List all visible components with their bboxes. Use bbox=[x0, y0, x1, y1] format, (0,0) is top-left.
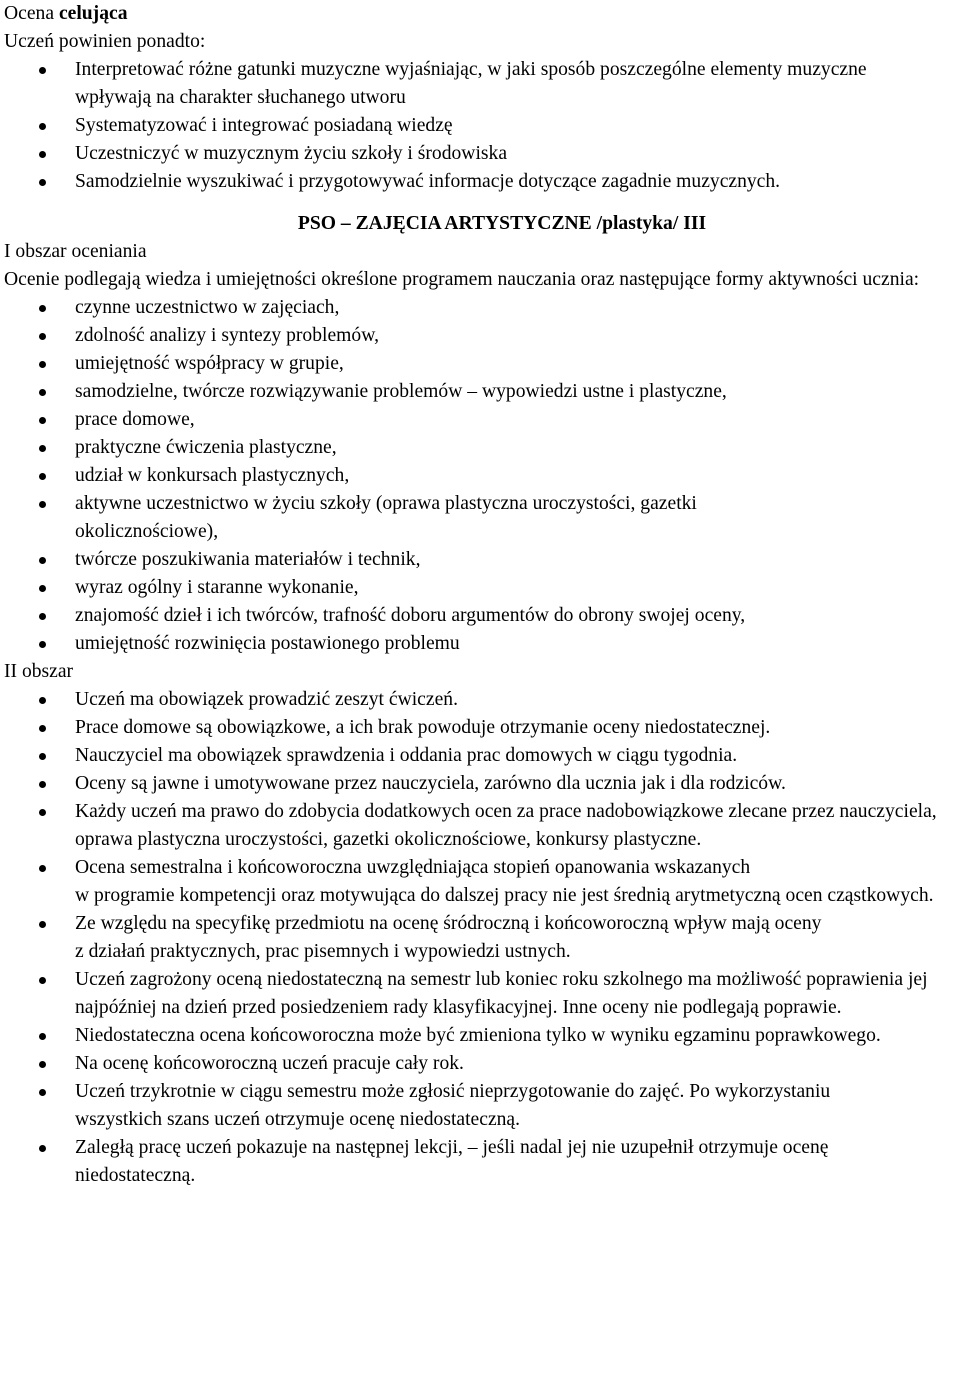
list-item: udział w konkursach plastycznych, bbox=[4, 462, 960, 490]
list-item-line: Ze względu na specyfikę przedmiotu na ocenę śródroczną i końcoworoczną wpływ mają oceny bbox=[75, 913, 822, 934]
list-item: Samodzielnie wyszukiwać i przygotowywać informacje dotyczące zagadnie muzycznych. bbox=[4, 168, 952, 196]
list-item: twórcze poszukiwania materiałów i technik, bbox=[4, 546, 960, 574]
list-item: wyraz ogólny i staranne wykonanie, bbox=[4, 574, 960, 602]
section1-title: I obszar oceniania bbox=[4, 241, 147, 262]
list-item: Oceny są jawne i umotywowane przez nauczyciela, zarówno dla ucznia jak i dla rodziców. bbox=[4, 770, 960, 798]
list-item: zdolność analizy i syntezy problemów, bbox=[4, 322, 960, 350]
list-item: Niedostateczna ocena końcoworoczna może być zmieniona tylko w wyniku egzaminu poprawkowego. bbox=[4, 1022, 960, 1050]
list-item: umiejętność współpracy w grupie, bbox=[4, 350, 960, 378]
list-item: praktyczne ćwiczenia plastyczne, bbox=[4, 434, 960, 462]
list-item: Na ocenę końcoworoczną uczeń pracuje cały rok. bbox=[4, 1050, 960, 1078]
list-item: czynne uczestnictwo w zajęciach, bbox=[4, 294, 960, 322]
music-intro: Uczeń powinien ponadto: bbox=[4, 31, 206, 52]
list-item: Uczeń trzykrotnie w ciągu semestru może zgłosić nieprzygotowanie do zajęć. Po wykorzystaniu wszystkich szans uczeń otrzymuje ocenę niedostateczną. bbox=[4, 1078, 960, 1134]
list-item: umiejętność rozwinięcia postawionego problemu bbox=[4, 630, 960, 658]
grade-title bbox=[4, 0, 960, 28]
list-item: Systematyzować i integrować posiadaną wiedzę bbox=[4, 112, 952, 140]
list-item bbox=[4, 854, 960, 910]
section-heading: PSO – ZAJĘCIA ARTYSTYCZNE /plastyka/ III bbox=[297, 213, 707, 234]
list-item: Interpretować różne gatunki muzyczne wyjaśniając, w jaki sposób poszczególne elementy muzyczne wpływają na charakter słuchanego utworu bbox=[4, 56, 952, 112]
rules-list bbox=[4, 686, 960, 1190]
grade-name: celująca bbox=[58, 3, 128, 24]
list-item-line: Ocena semestralna i końcoworoczna uwzględniająca stopień opanowania wskazanych bbox=[75, 857, 751, 878]
list-item: Uczeń ma obowiązek prowadzić zeszyt ćwiczeń. bbox=[4, 686, 960, 714]
music-requirements-list bbox=[4, 56, 952, 196]
list-item: prace domowe, bbox=[4, 406, 960, 434]
list-item: Uczestniczyć w muzycznym życiu szkoły i środowiska bbox=[4, 140, 952, 168]
list-item: Nauczyciel ma obowiązek sprawdzenia i oddania prac domowych w ciągu tygodnia. bbox=[4, 742, 960, 770]
list-item: samodzielne, twórcze rozwiązywanie problemów – wypowiedzi ustne i plastyczne, bbox=[4, 378, 960, 406]
list-item: aktywne uczestnictwo w życiu szkoły (oprawa plastyczna uroczystości, gazetki okolicznościowe), bbox=[4, 490, 960, 546]
grade-prefix: Ocena bbox=[4, 3, 59, 24]
list-item: Prace domowe są obowiązkowe, a ich brak powoduje otrzymanie oceny niedostatecznej. bbox=[4, 714, 960, 742]
section1-intro: Ocenie podlegają wiedza i umiejętności określone programem nauczania oraz następujące formy aktywności ucznia: bbox=[4, 269, 920, 290]
list-item: znajomość dzieł i ich twórców, trafność doboru argumentów do obrony swojej oceny, bbox=[4, 602, 960, 630]
list-item: Zaległą pracę uczeń pokazuje na następnej lekcji, – jeśli nadal jej nie uzupełnił otrzymuje ocenę niedostateczną. bbox=[4, 1134, 960, 1190]
list-item: Każdy uczeń ma prawo do zdobycia dodatkowych ocen za prace nadobowiązkowe zlecane przez nauczyciela, oprawa plastyczna uroczystości, gazetki okolicznościowe, konkursy plastyczne. bbox=[4, 798, 960, 854]
list-item bbox=[4, 910, 960, 966]
list-item-line: w programie kompetencji oraz motywująca do dalszej pracy nie jest średnią arytmetyczną ocen cząstkowych. bbox=[75, 885, 934, 906]
list-item: Uczeń zagrożony oceną niedostateczną na semestr lub koniec roku szkolnego ma możliwość poprawienia jej najpóźniej na dzień przed posiedzeniem rady klasyfikacyjnej. Inne oceny nie podlegają poprawie. bbox=[4, 966, 960, 1022]
activity-forms-list bbox=[4, 294, 960, 658]
list-item-line: z działań praktycznych, prac pisemnych i wypowiedzi ustnych. bbox=[75, 941, 571, 962]
section2-title: II obszar bbox=[4, 661, 74, 682]
